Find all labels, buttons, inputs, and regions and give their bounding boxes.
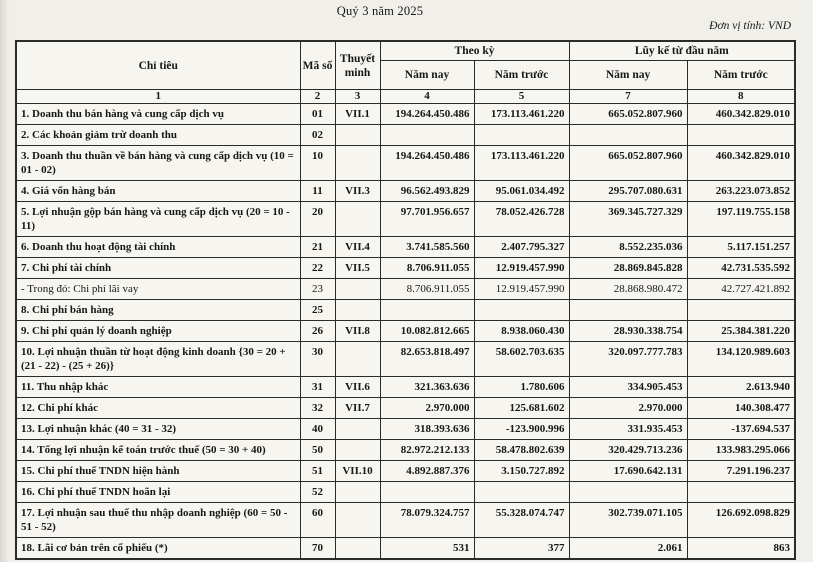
cell-theo-ky-nam-nay: 82.972.212.133 bbox=[380, 440, 474, 461]
table-row bbox=[16, 258, 795, 279]
cell-thuyet-minh bbox=[335, 419, 380, 440]
cell-luy-ke-nam-truoc bbox=[687, 482, 795, 503]
table-row bbox=[16, 279, 795, 300]
cell-chi-tieu: 12. Chi phí khác bbox=[16, 398, 300, 419]
cell-theo-ky-nam-nay: 318.393.636 bbox=[380, 419, 474, 440]
cell-chi-tieu: 5. Lợi nhuận gộp bán hàng và cung cấp dịch vụ (20 = 10 - 11) bbox=[16, 202, 300, 237]
cell-luy-ke-nam-nay: 331.935.453 bbox=[569, 419, 687, 440]
cell-theo-ky-nam-truoc: -123.900.996 bbox=[474, 419, 569, 440]
cell-chi-tieu: 15. Chi phí thuế TNDN hiện hành bbox=[16, 461, 300, 482]
table-row bbox=[16, 482, 795, 503]
cell-ma-so: 22 bbox=[300, 258, 335, 279]
cell-thuyet-minh: VII.8 bbox=[335, 321, 380, 342]
cell-theo-ky-nam-truoc: 125.681.602 bbox=[474, 398, 569, 419]
cell-chi-tieu: 3. Doanh thu thuần về bán hàng và cung cấp dịch vụ (10 = 01 - 02) bbox=[16, 146, 300, 181]
cell-thuyet-minh bbox=[335, 538, 380, 560]
col-number: 4 bbox=[380, 90, 474, 104]
col-number: 1 bbox=[16, 90, 300, 104]
cell-theo-ky-nam-nay: 78.079.324.757 bbox=[380, 503, 474, 538]
cell-theo-ky-nam-nay: 194.264.450.486 bbox=[380, 104, 474, 125]
cell-theo-ky-nam-truoc: 58.478.802.639 bbox=[474, 440, 569, 461]
cell-chi-tieu: 9. Chi phí quản lý doanh nghiệp bbox=[16, 321, 300, 342]
cell-theo-ky-nam-nay: 97.701.956.657 bbox=[380, 202, 474, 237]
cell-luy-ke-nam-truoc bbox=[687, 125, 795, 146]
col-number: 2 bbox=[300, 90, 335, 104]
cell-luy-ke-nam-nay: 8.552.235.036 bbox=[569, 237, 687, 258]
cell-thuyet-minh bbox=[335, 125, 380, 146]
table-row bbox=[16, 461, 795, 482]
table-body bbox=[16, 104, 795, 560]
cell-ma-so: 02 bbox=[300, 125, 335, 146]
cell-theo-ky-nam-truoc: 1.780.606 bbox=[474, 377, 569, 398]
cell-thuyet-minh: VII.5 bbox=[335, 258, 380, 279]
cell-luy-ke-nam-nay: 28.868.980.472 bbox=[569, 279, 687, 300]
cell-ma-so: 70 bbox=[300, 538, 335, 560]
cell-chi-tieu: 4. Giá vốn hàng bán bbox=[16, 181, 300, 202]
cell-luy-ke-nam-nay: 28.869.845.828 bbox=[569, 258, 687, 279]
cell-chi-tieu: 11. Thu nhập khác bbox=[16, 377, 300, 398]
cell-theo-ky-nam-nay: 3.741.585.560 bbox=[380, 237, 474, 258]
header-chi-tieu: Chỉ tiêu bbox=[16, 41, 300, 90]
cell-ma-so: 60 bbox=[300, 503, 335, 538]
cell-chi-tieu: - Trong đó: Chi phí lãi vay bbox=[16, 279, 300, 300]
cell-luy-ke-nam-truoc: 7.291.196.237 bbox=[687, 461, 795, 482]
cell-luy-ke-nam-truoc: 460.342.829.010 bbox=[687, 104, 795, 125]
cell-chi-tieu: 10. Lợi nhuận thuần từ hoạt động kinh doanh {30 = 20 + (21 - 22) - (25 + 26)} bbox=[16, 342, 300, 377]
table-header bbox=[16, 41, 795, 104]
cell-luy-ke-nam-nay: 2.061 bbox=[569, 538, 687, 560]
cell-thuyet-minh bbox=[335, 300, 380, 321]
header-row-column-numbers bbox=[16, 90, 795, 104]
cell-luy-ke-nam-truoc: 863 bbox=[687, 538, 795, 560]
cell-ma-so: 52 bbox=[300, 482, 335, 503]
header-ma-so: Mã số bbox=[300, 41, 335, 90]
cell-luy-ke-nam-nay: 369.345.727.329 bbox=[569, 202, 687, 237]
cell-luy-ke-nam-nay: 334.905.453 bbox=[569, 377, 687, 398]
cell-theo-ky-nam-nay: 4.892.887.376 bbox=[380, 461, 474, 482]
cell-thuyet-minh bbox=[335, 503, 380, 538]
cell-luy-ke-nam-truoc: 5.117.151.257 bbox=[687, 237, 795, 258]
table-row bbox=[16, 146, 795, 181]
cell-theo-ky-nam-nay bbox=[380, 300, 474, 321]
cell-luy-ke-nam-nay: 17.690.642.131 bbox=[569, 461, 687, 482]
cell-theo-ky-nam-truoc: 173.113.461.220 bbox=[474, 146, 569, 181]
cell-luy-ke-nam-truoc: 133.983.295.066 bbox=[687, 440, 795, 461]
cell-theo-ky-nam-nay: 194.264.450.486 bbox=[380, 146, 474, 181]
cell-theo-ky-nam-truoc: 3.150.727.892 bbox=[474, 461, 569, 482]
cell-ma-so: 21 bbox=[300, 237, 335, 258]
cell-chi-tieu: 6. Doanh thu hoạt động tài chính bbox=[16, 237, 300, 258]
cell-ma-so: 51 bbox=[300, 461, 335, 482]
header-row-groups bbox=[16, 41, 795, 61]
cell-luy-ke-nam-nay: 302.739.071.105 bbox=[569, 503, 687, 538]
cell-theo-ky-nam-nay: 531 bbox=[380, 538, 474, 560]
cell-chi-tieu: 17. Lợi nhuận sau thuế thu nhập doanh nghiệp (60 = 50 - 51 - 52) bbox=[16, 503, 300, 538]
cell-luy-ke-nam-nay: 320.097.777.783 bbox=[569, 342, 687, 377]
cell-thuyet-minh bbox=[335, 482, 380, 503]
cell-theo-ky-nam-truoc: 58.602.703.635 bbox=[474, 342, 569, 377]
table-row bbox=[16, 538, 795, 560]
col-number: 3 bbox=[335, 90, 380, 104]
table-row bbox=[16, 398, 795, 419]
cell-theo-ky-nam-truoc: 173.113.461.220 bbox=[474, 104, 569, 125]
cell-ma-so: 26 bbox=[300, 321, 335, 342]
cell-thuyet-minh: VII.10 bbox=[335, 461, 380, 482]
cell-luy-ke-nam-nay: 320.429.713.236 bbox=[569, 440, 687, 461]
table-row bbox=[16, 125, 795, 146]
header-luy-ke-nam-truoc: Năm trước bbox=[687, 61, 795, 90]
cell-theo-ky-nam-nay bbox=[380, 125, 474, 146]
cell-theo-ky-nam-truoc: 95.061.034.492 bbox=[474, 181, 569, 202]
header-luy-ke: Lũy kế từ đầu năm bbox=[569, 41, 795, 61]
header-thuyet-minh: Thuyết minh bbox=[335, 41, 380, 90]
table-row bbox=[16, 202, 795, 237]
cell-luy-ke-nam-nay bbox=[569, 125, 687, 146]
cell-theo-ky-nam-truoc bbox=[474, 125, 569, 146]
cell-theo-ky-nam-truoc: 12.919.457.990 bbox=[474, 258, 569, 279]
cell-luy-ke-nam-nay bbox=[569, 300, 687, 321]
cell-thuyet-minh: VII.4 bbox=[335, 237, 380, 258]
header-theo-ky-nam-truoc: Năm trước bbox=[474, 61, 569, 90]
cell-ma-so: 30 bbox=[300, 342, 335, 377]
cell-chi-tieu: 13. Lợi nhuận khác (40 = 31 - 32) bbox=[16, 419, 300, 440]
cell-ma-so: 31 bbox=[300, 377, 335, 398]
cell-luy-ke-nam-truoc: 42.731.535.592 bbox=[687, 258, 795, 279]
financial-statement-table bbox=[15, 40, 796, 560]
table-row bbox=[16, 342, 795, 377]
cell-luy-ke-nam-truoc bbox=[687, 300, 795, 321]
cell-luy-ke-nam-nay: 665.052.807.960 bbox=[569, 104, 687, 125]
table-row bbox=[16, 503, 795, 538]
cell-luy-ke-nam-nay: 28.930.338.754 bbox=[569, 321, 687, 342]
cell-ma-so: 40 bbox=[300, 419, 335, 440]
cell-theo-ky-nam-nay: 10.082.812.665 bbox=[380, 321, 474, 342]
cell-thuyet-minh: VII.7 bbox=[335, 398, 380, 419]
cell-chi-tieu: 7. Chi phí tài chính bbox=[16, 258, 300, 279]
cell-ma-so: 10 bbox=[300, 146, 335, 181]
cell-theo-ky-nam-nay: 2.970.000 bbox=[380, 398, 474, 419]
cell-theo-ky-nam-nay: 8.706.911.055 bbox=[380, 279, 474, 300]
cell-luy-ke-nam-nay: 295.707.080.631 bbox=[569, 181, 687, 202]
cell-theo-ky-nam-truoc: 12.919.457.990 bbox=[474, 279, 569, 300]
cell-ma-so: 50 bbox=[300, 440, 335, 461]
table-row bbox=[16, 237, 795, 258]
cell-thuyet-minh bbox=[335, 279, 380, 300]
cell-thuyet-minh: VII.3 bbox=[335, 181, 380, 202]
cell-theo-ky-nam-nay: 96.562.493.829 bbox=[380, 181, 474, 202]
cell-theo-ky-nam-truoc: 2.407.795.327 bbox=[474, 237, 569, 258]
cell-luy-ke-nam-truoc: 42.727.421.892 bbox=[687, 279, 795, 300]
cell-chi-tieu: 16. Chi phí thuế TNDN hoãn lại bbox=[16, 482, 300, 503]
cell-thuyet-minh bbox=[335, 342, 380, 377]
header-luy-ke-nam-nay: Năm nay bbox=[569, 61, 687, 90]
cell-thuyet-minh bbox=[335, 440, 380, 461]
cell-chi-tieu: 8. Chi phí bán hàng bbox=[16, 300, 300, 321]
cell-thuyet-minh bbox=[335, 146, 380, 181]
cell-thuyet-minh bbox=[335, 202, 380, 237]
cell-theo-ky-nam-nay: 321.363.636 bbox=[380, 377, 474, 398]
cell-chi-tieu: 2. Các khoản giảm trừ doanh thu bbox=[16, 125, 300, 146]
cell-ma-so: 11 bbox=[300, 181, 335, 202]
cell-luy-ke-nam-truoc: 126.692.098.829 bbox=[687, 503, 795, 538]
cell-thuyet-minh: VII.6 bbox=[335, 377, 380, 398]
header-theo-ky-nam-nay: Năm nay bbox=[380, 61, 474, 90]
cell-luy-ke-nam-truoc: 197.119.755.158 bbox=[687, 202, 795, 237]
cell-luy-ke-nam-truoc: 2.613.940 bbox=[687, 377, 795, 398]
cell-luy-ke-nam-truoc: 263.223.073.852 bbox=[687, 181, 795, 202]
col-number: 8 bbox=[687, 90, 795, 104]
cell-chi-tieu: 18. Lãi cơ bản trên cổ phiếu (*) bbox=[16, 538, 300, 560]
header-theo-ky: Theo kỳ bbox=[380, 41, 569, 61]
table-row bbox=[16, 300, 795, 321]
cell-theo-ky-nam-nay: 8.706.911.055 bbox=[380, 258, 474, 279]
cell-theo-ky-nam-nay bbox=[380, 482, 474, 503]
cell-theo-ky-nam-nay: 82.653.818.497 bbox=[380, 342, 474, 377]
cell-ma-so: 01 bbox=[300, 104, 335, 125]
cell-ma-so: 25 bbox=[300, 300, 335, 321]
col-number: 7 bbox=[569, 90, 687, 104]
cell-luy-ke-nam-truoc: 134.120.989.603 bbox=[687, 342, 795, 377]
table-row bbox=[16, 377, 795, 398]
table-row bbox=[16, 419, 795, 440]
cell-luy-ke-nam-nay: 665.052.807.960 bbox=[569, 146, 687, 181]
cell-luy-ke-nam-truoc: 460.342.829.010 bbox=[687, 146, 795, 181]
table-row bbox=[16, 440, 795, 461]
cell-theo-ky-nam-truoc: 78.052.426.728 bbox=[474, 202, 569, 237]
table-row bbox=[16, 321, 795, 342]
cell-theo-ky-nam-truoc bbox=[474, 300, 569, 321]
cell-luy-ke-nam-truoc: 25.384.381.220 bbox=[687, 321, 795, 342]
cell-theo-ky-nam-truoc: 377 bbox=[474, 538, 569, 560]
cell-ma-so: 23 bbox=[300, 279, 335, 300]
cell-theo-ky-nam-truoc bbox=[474, 482, 569, 503]
table-row bbox=[16, 181, 795, 202]
page-title: Quý 3 năm 2025 bbox=[336, 4, 424, 18]
cell-theo-ky-nam-truoc: 55.328.074.747 bbox=[474, 503, 569, 538]
table-row bbox=[16, 104, 795, 125]
cell-luy-ke-nam-nay bbox=[569, 482, 687, 503]
cell-luy-ke-nam-nay: 2.970.000 bbox=[569, 398, 687, 419]
cell-ma-so: 20 bbox=[300, 202, 335, 237]
scan-edge-shadow bbox=[0, 0, 9, 562]
cell-chi-tieu: 1. Doanh thu bán hàng và cung cấp dịch vụ bbox=[16, 104, 300, 125]
col-number: 5 bbox=[474, 90, 569, 104]
cell-ma-so: 32 bbox=[300, 398, 335, 419]
cell-chi-tieu: 14. Tổng lợi nhuận kế toán trước thuế (50 = 30 + 40) bbox=[16, 440, 300, 461]
cell-luy-ke-nam-truoc: -137.694.537 bbox=[687, 419, 795, 440]
cell-luy-ke-nam-truoc: 140.308.477 bbox=[687, 398, 795, 419]
cell-thuyet-minh: VII.1 bbox=[335, 104, 380, 125]
cell-theo-ky-nam-truoc: 8.938.060.430 bbox=[474, 321, 569, 342]
unit-label: Đơn vị tính: VND bbox=[709, 20, 791, 32]
